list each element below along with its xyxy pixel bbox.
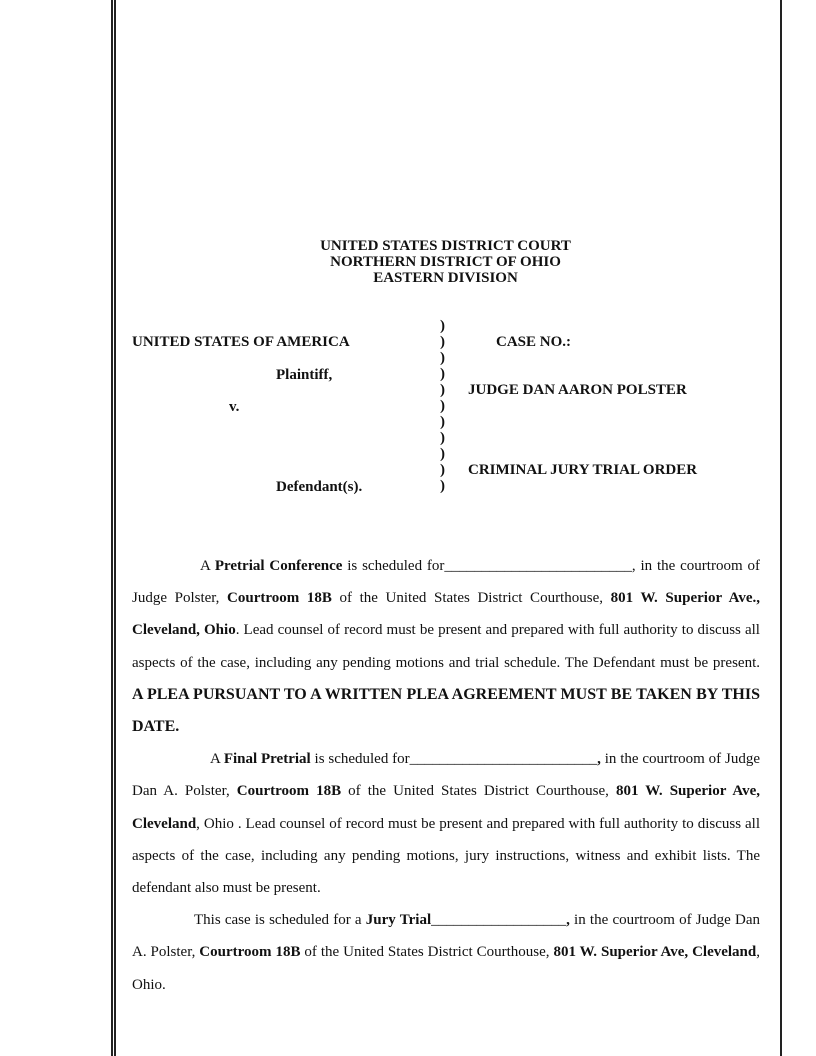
versus: v. xyxy=(229,399,240,415)
paren: ) xyxy=(440,398,445,414)
paren: ) xyxy=(440,478,445,494)
caption-paren-column xyxy=(440,318,445,494)
judge-name: JUDGE DAN AARON POLSTER xyxy=(468,382,687,398)
paren: ) xyxy=(440,382,445,398)
order-title: CRIMINAL JURY TRIAL ORDER xyxy=(468,462,698,478)
case-caption xyxy=(0,0,816,520)
court-district: NORTHERN DISTRICT OF OHIO xyxy=(330,254,561,270)
pretrial-conference-paragraph: A Pretrial Conference is scheduled for_________________________, in the courtroom of Judge Polster, Courtroom 18B of the United States District Courthouse, 801 W. Superior Ave., Cleveland, Ohio. Lead counsel of record must be present and prepared with full authority to discuss all aspects of the case, including any pending motions and trial schedule. The Defendant must be present. A PLEA PURSUANT TO A WRITTEN PLEA AGREEMENT MUST BE TAKEN BY THIS DATE. xyxy=(132,558,760,736)
paren: ) xyxy=(440,366,445,382)
jury-trial-paragraph: This case is scheduled for a Jury Trial__________________, in the courtroom of Judge Dan A. Polster, Courtroom 18B of the United States District Courthouse, 801 W. Superior Ave, Cleveland, Ohio. xyxy=(132,912,760,993)
defendant-role: Defendant(s). xyxy=(276,479,363,495)
paren: ) xyxy=(440,334,445,350)
plaintiff-role: Plaintiff, xyxy=(276,367,333,383)
order-body xyxy=(132,550,760,1001)
court-division: EASTERN DIVISION xyxy=(373,270,518,286)
final-pretrial-date-blank: _________________________ xyxy=(409,751,598,768)
paren: ) xyxy=(440,414,445,430)
paren: ) xyxy=(440,350,445,366)
court-name: UNITED STATES DISTRICT COURT xyxy=(320,238,571,254)
final-pretrial-paragraph: A Final Pretrial is scheduled for_________________________, in the courtroom of Judge Dan A. Polster, Courtroom 18B of the United States District Courthouse, 801 W. Superior Ave, Cleveland, Ohio . Lead counsel of record must be present and prepared with full authority to discuss all aspects of the case, including any pending motions, jury instructions, witness and exhibit lists. The defendant also must be present. xyxy=(132,751,760,897)
case-number-label: CASE NO.: xyxy=(496,334,572,350)
plaintiff-name: UNITED STATES OF AMERICA xyxy=(132,334,350,350)
pretrial-date-blank: _________________________ xyxy=(444,558,632,574)
jury-trial-date-blank: __________________ xyxy=(431,912,567,929)
paren: ) xyxy=(440,462,445,478)
paren: ) xyxy=(440,430,445,446)
paren: ) xyxy=(440,318,445,334)
paren: ) xyxy=(440,446,445,462)
